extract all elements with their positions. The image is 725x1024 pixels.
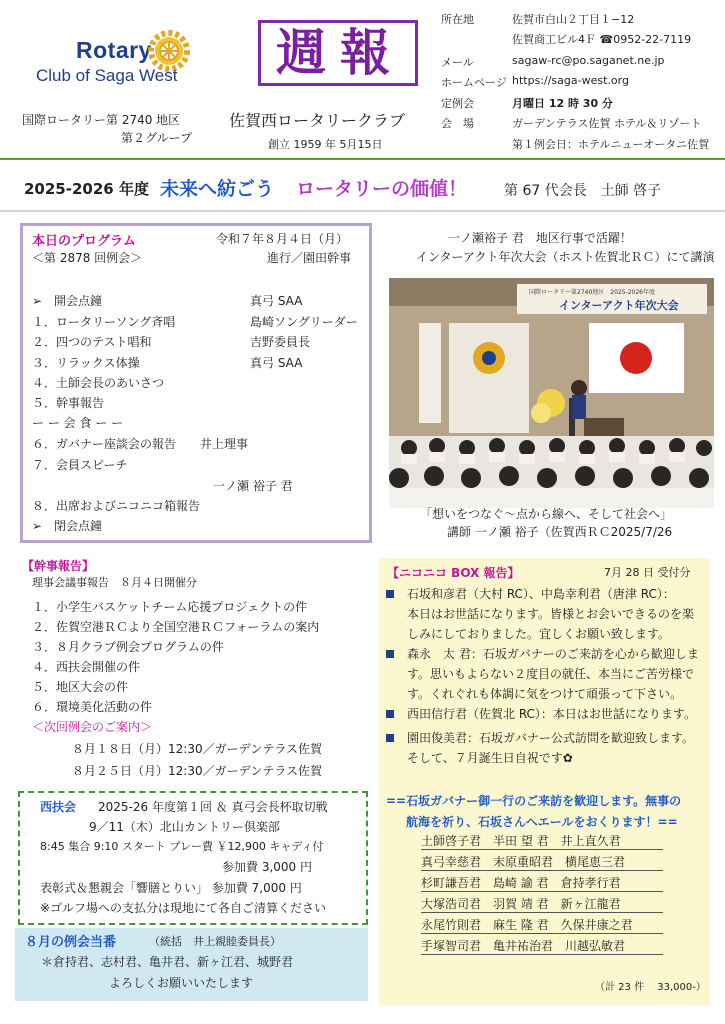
golf-event-line: ※ゴルフ場への支払分は現地にて各自ご清算ください (40, 901, 327, 915)
secretary-report-title: 【幹事報告】 (22, 559, 95, 573)
nikoniko-entry: そして、７月誕生日自祝です✿ (407, 751, 573, 765)
info-label: 会 場 (441, 117, 474, 130)
report-item: ２．佐賀空港ＲＣより全国空港ＲＣフォーラムの案内 (32, 620, 320, 634)
nikoniko-entry: しみにしておりました。宜しくお願い致します。 (407, 627, 671, 641)
golf-event-line: 2025-26 年度第１回 ＆ 真弓会長杯取切戦 (98, 800, 328, 814)
program-person: 一ノ瀬 裕子 君 (213, 479, 293, 493)
next-meeting-date: ８月１８日（月）12:30／ガーデンテラス佐賀 (72, 742, 322, 756)
info-value: 佐賀商工ビル4Ｆ ☎0952-22-7119 (512, 33, 692, 46)
member-names-row: 永尾竹則君 麻生 隆 君 久保井康之君 (421, 916, 663, 934)
theme-slogan-a: 未来へ紡ごう (160, 178, 275, 200)
program-person: 真弓 SAA (250, 356, 303, 370)
theme-slogan-b: ロータリーの価値！ (296, 178, 468, 200)
nikoniko-entry: 園田俊美君：石坂ガバナー公式訪問を歓迎致します。 (407, 731, 695, 745)
info-label: 定例会 (441, 97, 474, 110)
nikoniko-entry: す。くれぐれも体調に気をつけて頑張って下さい。 (407, 687, 683, 701)
golf-event-line: 9／11（木）北山カントリー倶楽部 (89, 820, 280, 834)
program-item: ➢ 開会点鐘 (32, 294, 103, 308)
program-item: ８．出席およびニコニコ箱報告 (32, 499, 201, 513)
next-meeting-date: ８月２５日（月）12:30／ガーデンテラス佐賀 (72, 764, 322, 778)
event-photo (389, 278, 714, 508)
photo-banner-big: インターアクト年次大会 (559, 299, 679, 312)
info-value: 月曜日 12 時 30 分 (512, 97, 613, 110)
nikoniko-title: 【ニコニコ BOX 報告】 (387, 566, 520, 580)
info-label: メール (441, 56, 474, 69)
program-item: ➢ 閉会点鐘 (32, 519, 103, 533)
nikoniko-entry: 石坂和彦君（大村 RC）、中島幸利君（唐津 RC）： (407, 587, 675, 601)
group-label: 第２グループ (121, 131, 193, 145)
golf-event-name: 西扶会 (40, 800, 77, 814)
secretary-report-subtitle: 理事会議事報告 ８月４日開催分 (32, 576, 197, 589)
program-title: 本日のプログラム (32, 234, 136, 249)
program-item: ６．ガバナー座談会の報告 井上理事 (32, 437, 249, 451)
member-names-row: 杉町謙吾君 島崎 諭 君 倉持孝行君 (421, 874, 663, 892)
program-item: ７．会員スピーチ (32, 458, 128, 472)
photo-heading: 一ノ瀬裕子 君 地区行事で活躍！ (448, 231, 632, 245)
program-item: ４．土師会長のあいさつ (32, 376, 165, 390)
program-item: ３．リラックス体操 (32, 356, 140, 370)
info-value-email[interactable]: sagaw-rc@po.saganet.ne.jp (512, 54, 665, 67)
president-name: 第 67 代会長 土師 啓子 (504, 183, 662, 199)
program-person: 真弓 SAA (250, 294, 303, 308)
photo-banner-small: 国際ロータリー第2740地区 2025-2026年度 (529, 289, 655, 296)
info-value-website[interactable]: https://saga-west.org (512, 74, 629, 87)
program-item: １．ロータリーソング斉唱 (32, 315, 176, 329)
bullet-square-icon (386, 590, 394, 598)
nikoniko-entry: 森永 太 君：石坂ガバナーのご来訪を心から歓迎しま (407, 647, 699, 661)
info-value: 佐賀市白山２丁目１−12 (512, 13, 635, 26)
info-value: ガーデンテラス佐賀 ホテル＆リゾート (512, 117, 702, 130)
district-label: 国際ロータリー第 2740 地区 (22, 113, 181, 127)
info-label: ホームページ (441, 76, 507, 89)
theme-divider (0, 210, 725, 212)
info-label: 所在地 (441, 13, 474, 26)
member-names-row: 大塚浩司君 羽賀 靖 君 新ヶ江龍君 (421, 895, 663, 913)
program-mc: 進行／園田幹事 (267, 251, 352, 265)
member-names-row: 手塚智司君 亀井祐治君 川越弘敏君 (421, 937, 663, 955)
duty-note: よろしくお願いいたします (109, 976, 254, 990)
meeting-number: ＜第 2878 回例会＞ (32, 251, 143, 265)
bullet-square-icon (386, 650, 394, 658)
nikoniko-total: （計 23 件 33,000-） (595, 982, 706, 993)
program-item: ５．幹事報告 (32, 396, 105, 410)
fiscal-year: 2025-2026 年度 (24, 180, 149, 198)
bullet-square-icon (386, 734, 394, 742)
member-names-row: 土師啓子君 半田 望 君 井上直久君 (421, 832, 663, 850)
member-names-row: 真弓幸慈君 末原重昭君 横尾恵三君 (421, 853, 663, 871)
event-photo-illustration (389, 278, 714, 508)
club-logo-subtitle: Club of Saga West (36, 66, 178, 85)
duty-title: ８月の例会当番 (25, 935, 117, 950)
duty-members: ＊倉持君、志村君、亀井君、新ヶ江君、城野君 (41, 955, 294, 969)
page-title: 週報 (276, 23, 404, 82)
nikoniko-entry: 西田信行君（佐賀北 RC）：本日はお世話になります。 (407, 707, 696, 721)
welcome-message: 航海を祈り、石坂さんへエールをおくります！== (406, 815, 678, 829)
club-name: 佐賀西ロータリークラブ (229, 111, 406, 130)
header-divider (0, 158, 725, 160)
golf-event-line: 表彰式＆懇親会「響膳とりい」 参加費 7,000 円 (40, 881, 302, 895)
report-item: ３．８月クラブ例会プログラムの件 (32, 640, 224, 654)
photo-subheading: インターアクト年次大会（ホスト佐賀北ＲＣ）にて講演 (416, 250, 715, 264)
next-meeting-title: ＜次回例会のご案内＞ (32, 720, 153, 734)
golf-event-line: 8:45 集合 9:10 スタート プレー費 ￥12,900 キャディ付 (40, 840, 324, 853)
duty-subtitle: （統括 井上親睦委員長） (149, 935, 281, 948)
golf-event-line: 参加費 3,000 円 (222, 860, 312, 874)
welcome-message: ==石坂ガバナー御一行のご来訪を歓迎します。無事の (386, 794, 682, 808)
program-item-meal: ー ー 会 食 ー ー (32, 416, 124, 430)
program-item: ２．四つのテスト唱和 (32, 335, 152, 349)
report-item: １．小学生バスケットチーム応援プロジェクトの件 (32, 600, 308, 614)
photo-caption-speaker: 講師 一ノ瀬 裕子（佐賀西ＲＣ2025/7/26 (447, 525, 673, 539)
info-value: 第１例会日：ホテルニューオータニ佐賀 (512, 138, 710, 151)
program-person: 吉野委員長 (250, 335, 311, 349)
report-item: ４．西扶会開催の件 (32, 660, 141, 674)
nikoniko-entry: す。思いもよらない２度目の就任、本当にご苦労様で (407, 667, 695, 681)
rotary-logo-text: Rotary (76, 37, 152, 63)
founded-date: 創立 1959 年 5月15日 (268, 138, 383, 151)
report-item: ６．環境美化活動の件 (32, 700, 153, 714)
program-date: 令和７年８月４日（月） (216, 232, 349, 246)
nikoniko-date: 7月 28 日 受付分 (604, 566, 691, 579)
photo-caption: 「想いをつなぐ～点から線へ、そして社会へ」 (420, 507, 673, 521)
program-person: 島崎ソングリーダー (250, 315, 358, 329)
bullet-square-icon (386, 710, 394, 718)
nikoniko-entry: 本日はお世話になります。皆様とお会いできるのを楽 (407, 607, 695, 621)
report-item: ５．地区大会の件 (32, 680, 129, 694)
